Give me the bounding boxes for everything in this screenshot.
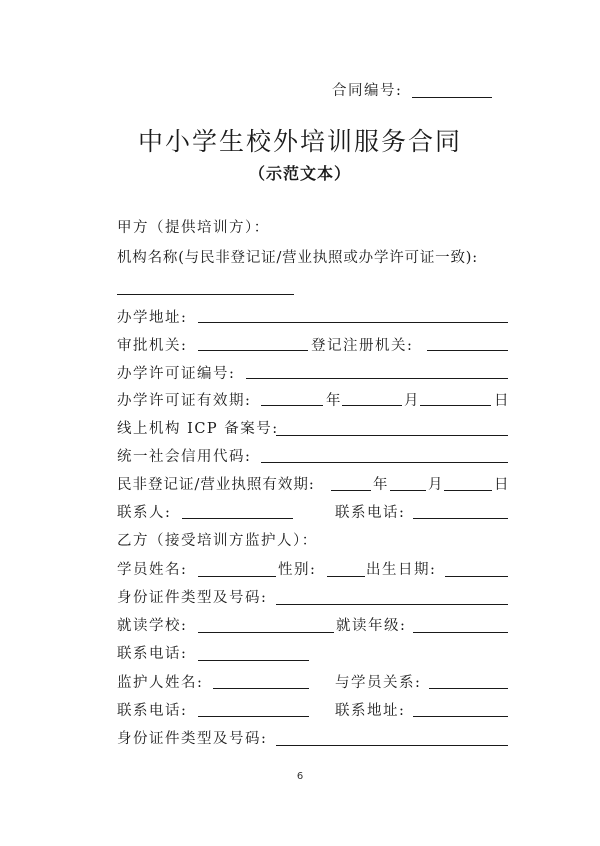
reg-month-unit: 月 <box>428 477 444 493</box>
birth-date-field[interactable] <box>445 576 508 577</box>
relation-label: 与学员关系: <box>335 675 422 691</box>
grade-label: 就读年级: <box>336 618 407 634</box>
guardian-name-label: 监护人姓名: <box>117 675 204 691</box>
reg-valid-label: 民非登记证/营业执照有效期: <box>117 477 315 493</box>
student-name-label: 学员姓名: <box>117 562 188 578</box>
party-a-phone-field[interactable] <box>413 518 508 519</box>
guardian-name-field[interactable] <box>213 688 309 689</box>
license-day-unit: 日 <box>494 393 510 409</box>
license-month-unit: 月 <box>404 393 420 409</box>
page-number: 6 <box>296 771 304 782</box>
student-id-field[interactable] <box>276 604 508 605</box>
org-name-label: 机构名称(与民非登记证/营业执照或办学许可证一致): <box>117 250 478 266</box>
credit-code-label: 统一社会信用代码: <box>117 449 252 465</box>
grade-field[interactable] <box>413 632 508 633</box>
birth-date-label: 出生日期: <box>366 562 437 578</box>
student-id-label: 身份证件类型及号码: <box>117 590 268 606</box>
student-name-field[interactable] <box>198 576 276 577</box>
contact-address-field[interactable] <box>413 716 508 717</box>
license-valid-label: 办学许可证有效期: <box>117 393 252 409</box>
document-title: 中小学生校外培训服务合同 <box>137 127 462 156</box>
reg-year-unit: 年 <box>373 477 389 493</box>
registration-authority-label: 登记注册机关: <box>311 338 414 354</box>
credit-code-field[interactable] <box>261 462 508 463</box>
party-b-heading: 乙方（接受培训方监护人）： <box>117 533 318 549</box>
reg-day-field[interactable] <box>444 490 492 491</box>
document-subtitle: （示范文本） <box>248 164 351 183</box>
contract-no-label: 合同编号: <box>332 83 403 99</box>
contract-no-field[interactable] <box>412 97 492 98</box>
party-a-heading: 甲方（提供培训方）： <box>117 220 270 236</box>
contact-person-label: 联系人: <box>117 505 172 521</box>
license-month-field[interactable] <box>342 405 402 406</box>
reg-day-unit: 日 <box>494 477 510 493</box>
approval-authority-label: 审批机关: <box>117 338 188 354</box>
contact-person-field[interactable] <box>182 518 293 519</box>
gender-field[interactable] <box>327 576 365 577</box>
reg-year-field[interactable] <box>331 490 371 491</box>
guardian-id-field[interactable] <box>276 745 508 746</box>
guardian-id-label: 身份证件类型及号码: <box>117 731 268 747</box>
license-day-field[interactable] <box>420 405 491 406</box>
icp-label: 线上机构 ICP 备案号: <box>117 421 279 437</box>
school-address-field[interactable] <box>198 322 508 323</box>
registration-authority-field[interactable] <box>427 350 508 351</box>
party-b-phone-label: 联系电话: <box>117 646 188 662</box>
party-b-phone2-label: 联系电话: <box>117 703 188 719</box>
approval-authority-field[interactable] <box>198 350 308 351</box>
contact-address-label: 联系地址: <box>335 703 406 719</box>
school-field[interactable] <box>198 632 334 633</box>
party-b-phone-field[interactable] <box>198 660 309 661</box>
school-label: 就读学校: <box>117 618 188 634</box>
icp-field[interactable] <box>276 435 508 436</box>
school-address-label: 办学地址: <box>117 310 188 326</box>
license-year-unit: 年 <box>326 393 342 409</box>
org-name-field[interactable] <box>117 294 294 295</box>
license-no-field[interactable] <box>246 378 508 379</box>
gender-label: 性别: <box>278 562 317 578</box>
reg-month-field[interactable] <box>390 490 426 491</box>
license-year-field[interactable] <box>261 405 323 406</box>
relation-field[interactable] <box>429 688 508 689</box>
party-b-phone2-field[interactable] <box>198 716 309 717</box>
license-no-label: 办学许可证编号: <box>117 366 236 382</box>
party-a-phone-label: 联系电话: <box>335 505 406 521</box>
